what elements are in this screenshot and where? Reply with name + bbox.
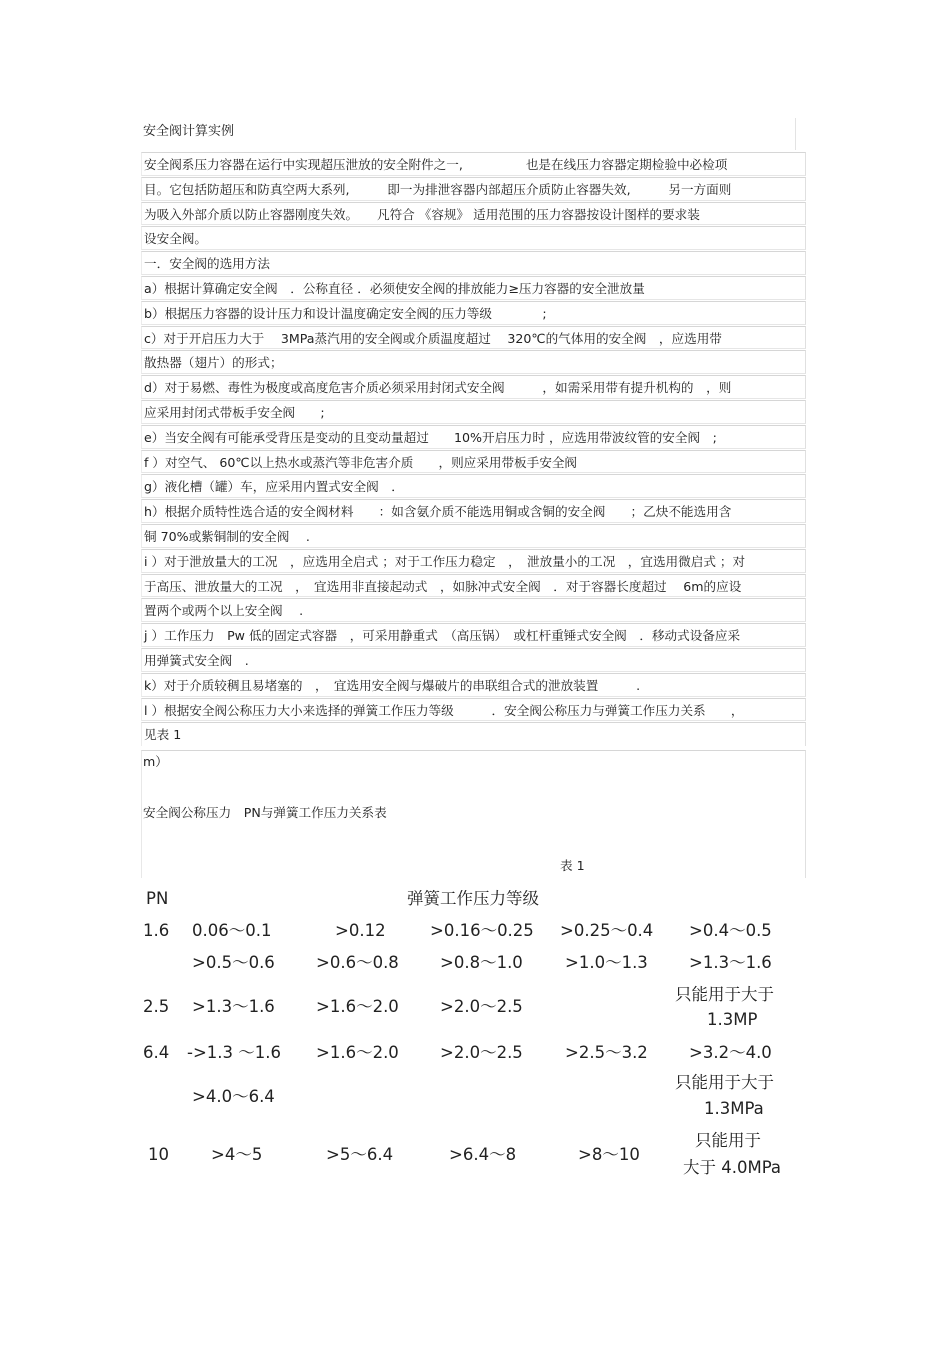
table-title: 安全阀公称压力 PN与弹簧工作压力关系表 [143, 805, 387, 820]
table-cell: >6.4～8 [449, 1145, 517, 1164]
table-cell: >5～6.4 [326, 1145, 394, 1164]
text-line: i ）对于泄放量大的工况 ，应选用全启式 ；对于工作压力稳定 ， 泄放量小的工况 ，宜选用微启式 ；对 [141, 549, 806, 573]
table-cell: >1.0～1.3 [565, 953, 648, 972]
table-cell-note: 1.3MP [707, 1010, 758, 1029]
table-cell: >1.3～1.6 [689, 953, 772, 972]
table-cell: >1.6～2.0 [316, 1043, 399, 1062]
text-line: j ）工作压力 Pw 低的固定式容器 ，可采用静重式 （高压锅） 或杠杆重锤式安全阀 ．移动式设备应采 [141, 623, 806, 647]
text-line: 置两个或两个以上安全阀 . [141, 598, 806, 622]
table-cell: >4.0～6.4 [192, 1087, 275, 1106]
table-cell: >0.6～0.8 [316, 953, 399, 972]
table-cell: >0.25～0.4 [560, 921, 654, 940]
table-cell: 0.06～0.1 [192, 921, 272, 940]
table-cell: >2.0～2.5 [440, 997, 523, 1016]
section-heading: 一．安全阀的选用方法 [141, 251, 806, 275]
text-line: 散热器（翅片）的形式； [141, 350, 806, 374]
table-cell: >2.5～3.2 [565, 1043, 648, 1062]
table-cell: >8～10 [578, 1145, 640, 1164]
text-line: 应采用封闭式带板手安全阀 ; [141, 400, 806, 424]
table-cell: >2.0～2.5 [440, 1043, 523, 1062]
table-cell-pn: 6.4 [143, 1043, 170, 1062]
table-cell-pn: 2.5 [143, 997, 170, 1016]
table-cell: >1.3～1.6 [192, 997, 275, 1016]
table-cell: >0.8～1.0 [440, 953, 523, 972]
text-line: l ）根据安全阀公称压力大小来选择的弹簧工作压力等级 ．安全阀公称压力与弹簧工作压力关系 ， [141, 698, 806, 722]
text-line: 铜 70%或紫铜制的安全阀 . [141, 524, 806, 548]
text-line: k）对于介质较稠且易堵塞的 ， 宜选用安全阀与爆破片的串联组合式的泄放装置 . [141, 673, 806, 697]
text-line: f ）对空气、 60℃以上热水或蒸汽等非危害介质 ，则应采用带板手安全阀 [141, 450, 806, 474]
table-cell-note: 只能用于大于 [675, 1073, 774, 1092]
text-line: 设安全阀。 [141, 226, 806, 250]
item-label: m） [143, 754, 168, 769]
text-line: b）根据压力容器的设计压力和设计温度确定安全阀的压力等级 ; [141, 301, 806, 325]
text-line: 于高压、泄放量大的工况 ， 宜选用非直接起动式 ，如脉冲式安全阀 ．对于容器长度超过 6m的应设 [141, 574, 806, 598]
body-text [141, 152, 806, 747]
table-cell: ->1.3 ～1.6 [187, 1043, 282, 1062]
text-line: c）对于开启压力大于 3MPa蒸汽用的安全阀或介质温度超过 320℃的气体用的安全阀 ，应选用带 [141, 326, 806, 350]
table-cell-pn: 10 [148, 1145, 169, 1164]
table-cell-note: 只能用于 [695, 1131, 761, 1150]
table-cell: >1.6～2.0 [316, 997, 399, 1016]
table-cell: >0.12 [335, 921, 386, 940]
table-cell: >4～5 [211, 1145, 263, 1164]
table-header-pn: PN [146, 889, 169, 908]
text-line: 为吸入外部介质以防止容器刚度失效。 凡符合 《容规》 适用范围的压力容器按设计图样的要求装 [141, 202, 806, 226]
text-line: 安全阀系压力容器在运行中实现超压泄放的安全附件之一, 也是在线压力容器定期检验中必检项 [141, 152, 806, 176]
text-line: 用弹簧式安全阀 . [141, 648, 806, 672]
text-line: 见表 1 [141, 722, 806, 746]
text-line: g）液化槽（罐）车，应采用内置式安全阀 ． [141, 474, 806, 498]
table-cell-note: 大于 4.0MPa [683, 1158, 782, 1177]
text-line: a）根据计算确定安全阀 ．公称直径 ．必须使安全阀的排放能力≥压力容器的安全泄放量 [141, 276, 806, 300]
table-cell-note: 只能用于大于 [675, 985, 774, 1004]
text-line: h）根据介质特性选合适的安全阀材料 ：如含氨介质不能选用铜或含铜的安全阀 ；乙炔不能选用含 [141, 499, 806, 523]
table-cell: >0.4～0.5 [689, 921, 772, 940]
table-cell: >0.5～0.6 [192, 953, 275, 972]
table-header-levels: 弹簧工作压力等级 [407, 889, 539, 908]
document-title: 安全阀计算实例 [143, 118, 796, 150]
table-cell-pn: 1.6 [143, 921, 170, 940]
text-line: e）当安全阀有可能承受背压是变动的且变动量超过 10%开启压力时 ，应选用带波纹管的安全阀 ; [141, 425, 806, 449]
text-line: 目。它包括防超压和防真空两大系列, 即一为排泄容器内部超压介质防止容器失效, 另一方面则 [141, 177, 806, 201]
table-cell: >3.2～4.0 [689, 1043, 772, 1062]
table-cell-note: 1.3MPa [704, 1099, 764, 1118]
table-number: 表 1 [560, 858, 585, 873]
table-cell: >0.16～0.25 [430, 921, 534, 940]
text-line: d）对于易燃、毒性为极度或高度危害介质必须采用封闭式安全阀 ，如需采用带有提升机构的 ，则 [141, 375, 806, 399]
